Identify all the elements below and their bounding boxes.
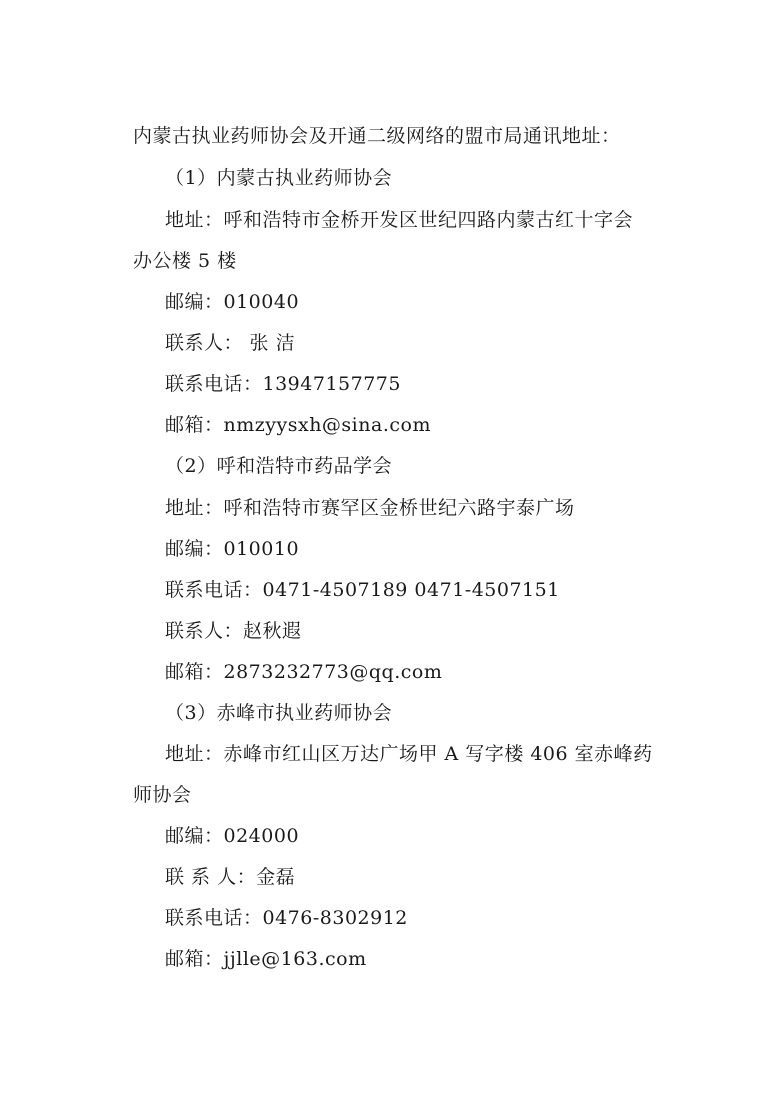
org3-address-line1: 地址：赤峰市红山区万达广场甲 A 写字楼 406 室赤峰药 (165, 743, 653, 765)
org2-heading: （2）呼和浩特市药品学会 (165, 455, 393, 477)
intro-text: 内蒙古执业药师协会及开通二级网络的盟市局通讯地址： (133, 125, 621, 147)
org3-address-line2: 师协会 (133, 784, 192, 806)
org2-address: 地址：呼和浩特市赛罕区金桥世纪六路宇泰广场 (165, 497, 575, 519)
org2-phone: 联系电话：0471-4507189 0471-4507151 (165, 579, 560, 601)
org1-address-line2: 办公楼 5 楼 (133, 250, 237, 272)
org1-phone: 联系电话：13947157775 (165, 373, 401, 395)
org3-phone: 联系电话：0476-8302912 (165, 907, 408, 929)
org2-contact: 联系人：赵秋遐 (165, 620, 302, 642)
org1-address-line1: 地址：呼和浩特市金桥开发区世纪四路内蒙古红十字会 (165, 209, 634, 231)
org1-email: 邮箱：nmzyysxh@sina.com (165, 414, 431, 436)
org3-heading: （3）赤峰市执业药师协会 (165, 702, 393, 724)
org2-postcode: 邮编：010010 (165, 538, 300, 560)
org3-postcode: 邮编：024000 (165, 825, 300, 847)
org3-email: 邮箱：jjlle@163.com (165, 948, 367, 970)
org3-contact: 联 系 人：金磊 (165, 866, 296, 888)
org1-contact: 联系人： 张 洁 (165, 332, 296, 354)
org1-postcode: 邮编：010040 (165, 291, 300, 313)
org1-heading: （1）内蒙古执业药师协会 (165, 167, 393, 189)
org2-email: 邮箱：2873232773@qq.com (165, 661, 443, 683)
